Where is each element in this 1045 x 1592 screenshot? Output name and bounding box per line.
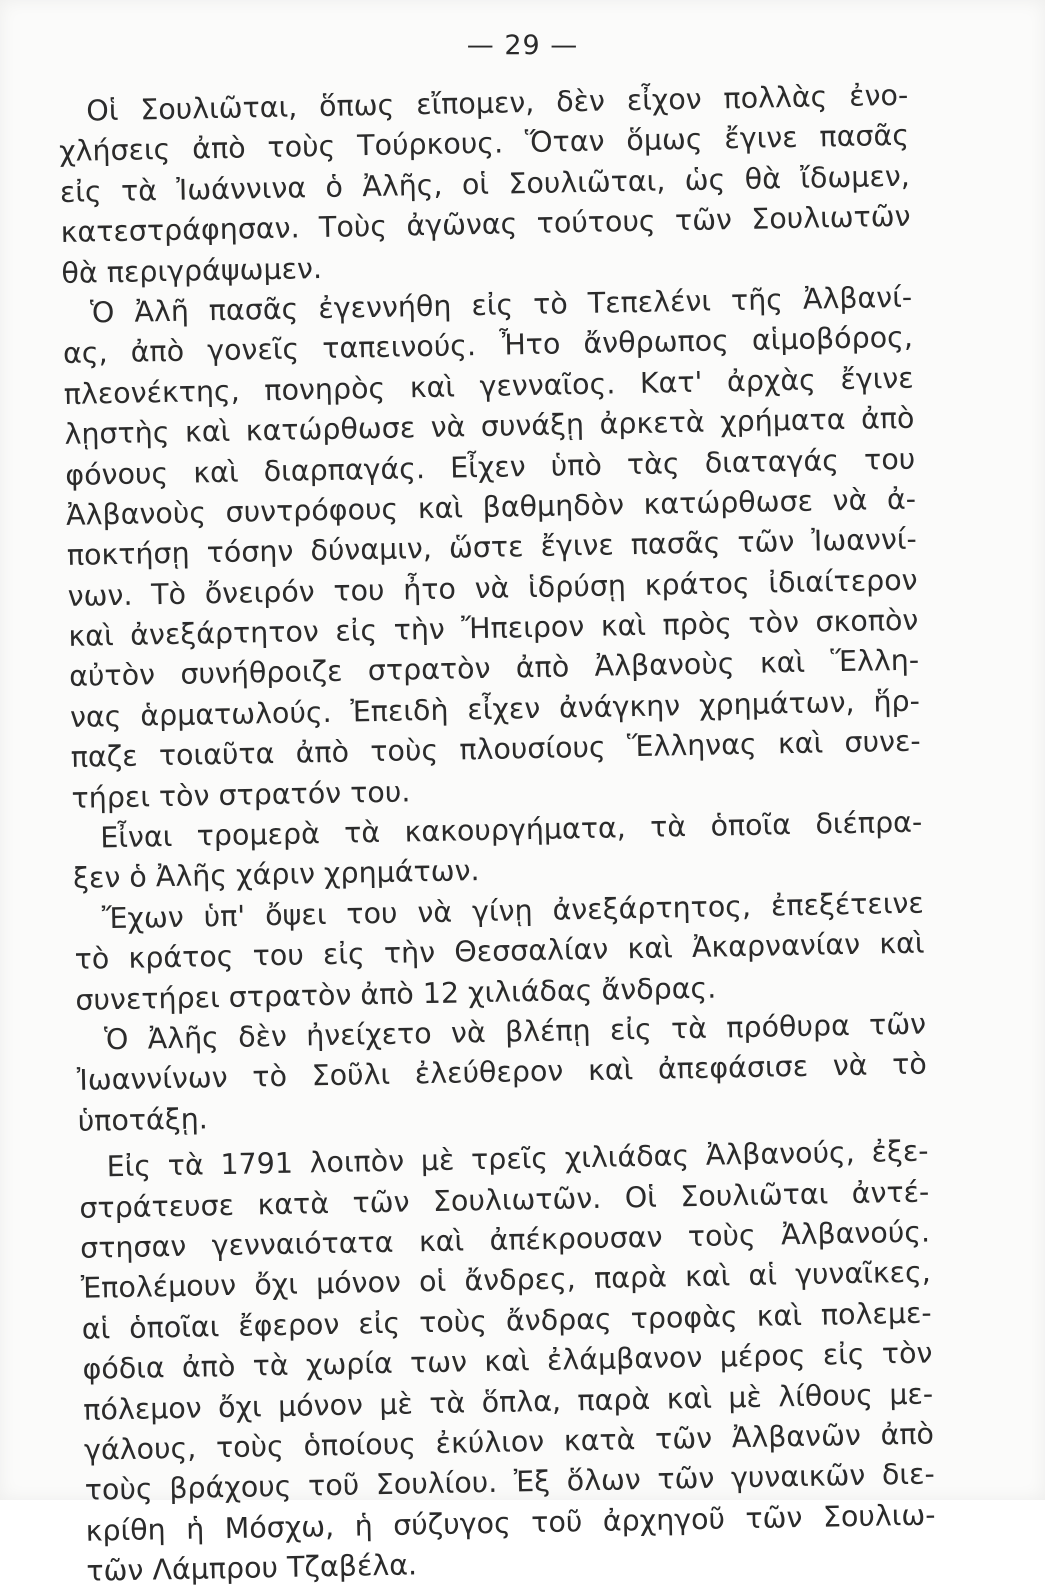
text-line: γάλους, τοὺς ὁποίους ἐκύλιον κατὰ τῶν Ἀλβανῶν ἀπὸ — [83, 1417, 935, 1467]
text-line: Εἶναι τρομερὰ τὰ κακουργήματα, τὰ ὁποῖα διέπρα- — [100, 805, 923, 855]
text-line: τήρει τὸν στρατόν του. — [71, 775, 411, 815]
text-line: παζε τοιαῦτα ἀπὸ τοὺς πλουσίους Ἕλληνας καὶ συνε- — [70, 724, 921, 775]
text-line: αὐτὸν συνήθροιζε στρατὸν ἀπὸ Ἀλβανοὺς καὶ Ἕλλη- — [68, 644, 920, 694]
text-line: ξεν ὁ Ἀλῆς χάριν χρημάτων. — [72, 854, 480, 896]
text-line: Ἀλβανοὺς συντρόφους καὶ βαθμηδὸν κατώρθωσε νὰ ἀ- — [65, 482, 917, 532]
text-line: αἱ ὁποῖαι ἔφερον εἰς τοὺς ἄνδρας τροφὰς καὶ πολεμε- — [81, 1296, 932, 1346]
text-line: φόνους καὶ διαρπαγάς. Εἶχεν ὑπὸ τὰς διαταγάς του — [65, 442, 916, 492]
text-line: στράτευσε κατὰ τῶν Σουλιωτῶν. Οἱ Σουλιῶται ἀντέ- — [79, 1175, 930, 1225]
text-line: ὑποτάξῃ. — [77, 1102, 209, 1138]
text-line: ποκτήσῃ τόσην δύναμιν, ὥστε ἔγινε πασᾶς τῶν Ἰωαννί- — [66, 522, 918, 573]
text-line: πόλεμον ὄχι μόνον μὲ τὰ ὅπλα, παρὰ καὶ μὲ λίθους με- — [82, 1376, 934, 1427]
text-line: ας, ἀπὸ γονεῖς ταπεινούς. Ἦτο ἄνθρωπος αἱμοβόρος, — [62, 320, 914, 371]
text-line: νων. Τὸ ὄνειρόν του ἦτο νὰ ἱδρύσῃ κράτος ἰδιαίτερον — [67, 563, 918, 613]
text-line: Εἰς τὰ 1791 λοιπὸν μὲ τρεῖς χιλιάδας Ἀλβανούς, ἐξε- — [106, 1134, 929, 1184]
text-line: θὰ περιγράψωμεν. — [61, 251, 323, 290]
body-text — [58, 76, 936, 1588]
text-line: χλήσεις ἀπὸ τοὺς Τούρκους. Ὅταν ὅμως ἔγινε πασᾶς — [58, 119, 910, 169]
text-line: Ὁ Ἀλῆ πασᾶς ἐγεννήθη εἰς τὸ Τεπελένι τῆς Ἀλβανί- — [89, 280, 913, 330]
text-line: συνετήρει στρατὸν ἀπὸ 12 χιλιάδας ἄνδρας. — [75, 971, 717, 1017]
text-line: στησαν γενναιότατα καὶ ἀπέκρουσαν τοὺς Ἀλβανούς. — [79, 1215, 931, 1265]
text-line: Οἱ Σουλιῶται, ὅπως εἴπομεν, δὲν εἶχον πολλὰς ἐνο- — [86, 78, 909, 128]
text-line: Ὁ Ἀλῆς δὲν ἠνείχετο νὰ βλέπῃ εἰς τὰ πρόθυρα τῶν — [103, 1007, 927, 1057]
text-line: κατεστράφησαν. Τοὺς ἀγῶνας τούτους τῶν Σουλιωτῶν — [60, 199, 911, 250]
text-line: Ἔχων ὑπ' ὄψει του νὰ γίνῃ ἀνεξάρτητος, ἐπεξέτεινε — [101, 886, 925, 936]
text-line: Ἰωαννίνων τὸ Σοῦλι ἐλεύθερον καὶ ἀπεφάσισε νὰ τὸ — [76, 1047, 928, 1098]
text-line: κρίθη ἡ Μόσχω, ἡ σύζυγος τοῦ ἀρχηγοῦ τῶν Σουλιω- — [85, 1498, 936, 1548]
text-line: καὶ ἀνεξάρτητον εἰς τὴν Ἤπειρον καὶ πρὸς τὸν σκοπὸν — [68, 603, 919, 653]
page-number: — 29 — — [466, 30, 579, 61]
text-line: φόδια ἀπὸ τὰ χωρία των καὶ ἐλάμβανον μέρος εἰς τὸν — [82, 1336, 933, 1386]
text-line: τὸ κράτος του εἰς τὴν Θεσσαλίαν καὶ Ἀκαρνανίαν καὶ — [74, 926, 925, 977]
text-line: νας ἁρματωλούς. Ἐπειδὴ εἶχεν ἀνάγκην χρημάτων, ἥρ- — [69, 684, 921, 734]
text-line: εἰς τὰ Ἰωάννινα ὁ Ἀλῆς, οἱ Σουλιῶται, ὡς θὰ ἴδωμεν, — [59, 159, 911, 209]
text-line: τῶν Λάμπρου Τζαβέλα. — [86, 1548, 418, 1588]
text-line: τοὺς βράχους τοῦ Σουλίου. Ἐξ ὅλων τῶν γυναικῶν διε- — [84, 1457, 936, 1508]
text-line: λῃστὴς καὶ κατώρθωσε νὰ συνάξῃ ἀρκετὰ χρήματα ἀπὸ — [64, 401, 915, 452]
text-line: Ἐπολέμουν ὄχι μόνον οἱ ἄνδρες, παρὰ καὶ αἱ γυναῖκες, — [80, 1255, 932, 1306]
text-line: πλεονέκτης, πονηρὸς καὶ γενναῖος. Κατ' ἀρχὰς ἔγινε — [63, 361, 914, 411]
